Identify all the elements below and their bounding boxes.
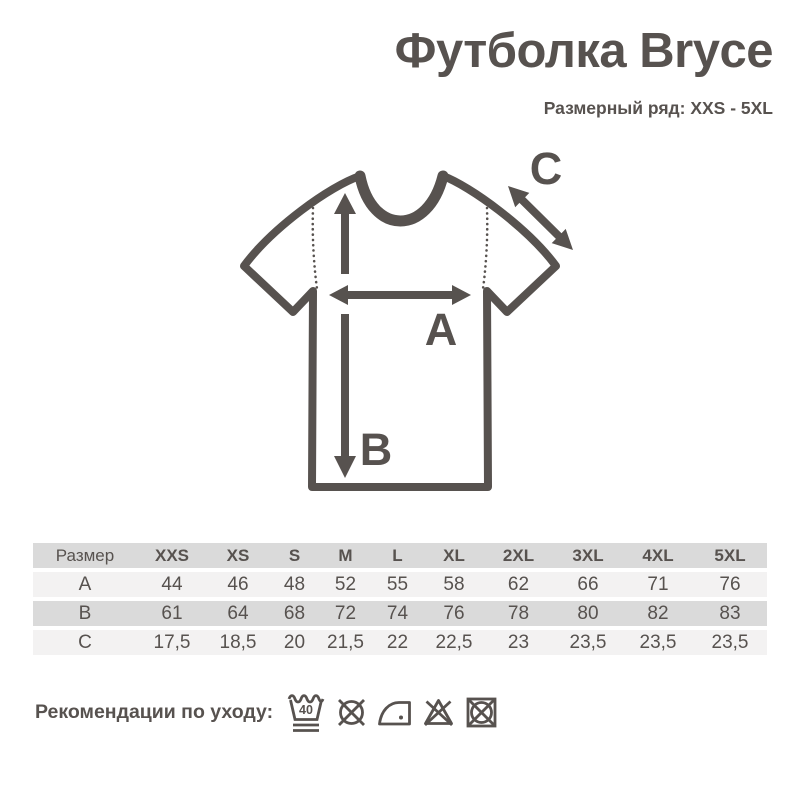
size-value: 72 [334, 602, 357, 624]
column-header: XL [443, 545, 465, 565]
size-value: 18,5 [219, 631, 257, 653]
do-not-bleach-icon [422, 697, 455, 727]
size-value: 23,5 [639, 631, 677, 653]
size-value: 23,5 [711, 631, 749, 653]
size-value: 76 [719, 573, 741, 595]
column-header: 2XL [502, 545, 535, 565]
size-value: 46 [227, 573, 249, 595]
size-value: 61 [161, 602, 183, 624]
size-table-row-a [33, 572, 767, 597]
size-table-row-b [33, 601, 767, 626]
wash-temperature-value: 40 [299, 702, 314, 717]
size-value: 55 [386, 573, 409, 595]
do-not-dry-clean-icon [336, 697, 367, 728]
column-header: 3XL [572, 545, 604, 565]
size-value: 52 [334, 573, 357, 595]
measurement-label-c: C [529, 143, 563, 194]
size-table-header-row [33, 543, 767, 568]
row-label: B [78, 602, 92, 624]
size-value: 74 [386, 602, 409, 624]
size-value: 64 [227, 602, 249, 624]
size-table [33, 543, 767, 659]
column-header: S [288, 545, 301, 565]
measurement-label-a: A [424, 304, 458, 355]
size-value: 78 [507, 602, 530, 624]
size-value: 48 [283, 573, 306, 595]
column-header: 4XL [642, 545, 674, 565]
size-value: 83 [719, 602, 741, 624]
size-range-subtitle: Размерный ряд: XXS - 5XL [543, 98, 773, 118]
size-value: 62 [507, 573, 530, 595]
page-title: Футболка Bryce [394, 24, 773, 78]
size-value: 76 [443, 602, 465, 624]
measurement-label-b: B [359, 424, 393, 475]
size-value: 23 [507, 631, 530, 653]
iron-low-temperature-icon [378, 699, 411, 726]
size-value: 68 [283, 602, 306, 624]
size-value: 20 [283, 631, 306, 653]
column-header: L [392, 545, 403, 565]
size-value: 58 [443, 573, 465, 595]
size-value: 66 [577, 573, 599, 595]
wash-40-delicate-icon [287, 691, 325, 734]
size-value: 44 [161, 573, 183, 595]
size-value: 23,5 [569, 631, 607, 653]
size-table-row-c [33, 630, 767, 655]
size-value: 22,5 [435, 631, 473, 653]
size-value: 17,5 [153, 631, 191, 653]
column-header: M [338, 545, 353, 565]
column-header: Размер [55, 545, 115, 565]
column-header: XXS [154, 545, 190, 565]
row-label: C [78, 631, 92, 653]
size-value: 80 [577, 602, 599, 624]
column-header: 5XL [714, 545, 746, 565]
size-value: 82 [647, 602, 669, 624]
size-value: 22 [386, 631, 409, 653]
do-not-tumble-dry-icon [466, 697, 497, 728]
column-header: XS [226, 545, 250, 565]
size-value: 21,5 [327, 631, 364, 653]
size-value: 71 [647, 573, 669, 595]
care-instructions [35, 690, 497, 734]
care-instructions-label: Рекомендации по уходу: [35, 700, 274, 723]
row-label: A [78, 573, 92, 595]
